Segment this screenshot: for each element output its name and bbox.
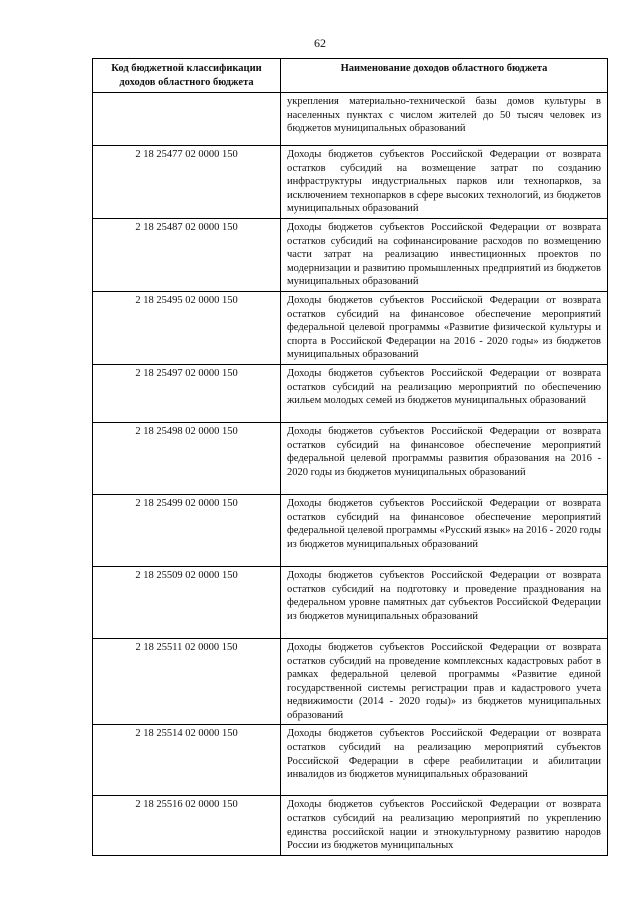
row-name: Доходы бюджетов субъектов Российской Федерации от возврата остатков субсидий на финансовое обеспечение мероприятий федеральной целевой программы развития образования на 2016 - 2020 годы из бюджетов муниципальных образований <box>281 422 608 494</box>
table-row <box>93 566 608 638</box>
row-code: 2 18 25514 02 0000 150 <box>93 725 281 796</box>
row-code: 2 18 25495 02 0000 150 <box>93 291 281 364</box>
row-code: 2 18 25497 02 0000 150 <box>93 364 281 422</box>
table-header-row <box>93 59 608 93</box>
row-code: 2 18 25498 02 0000 150 <box>93 422 281 494</box>
row-name: укрепления материально-технической базы домов культуры в населенных пунктах с числом жителей до 50 тысяч человек из бюджетов муниципальных образований <box>281 93 608 146</box>
row-name: Доходы бюджетов субъектов Российской Федерации от возврата остатков субсидий на реализацию мероприятий по укреплению единства российской нации и этнокультурному развитию народов России из бюджетов муниципальных <box>281 796 608 856</box>
table-row <box>93 725 608 796</box>
row-name: Доходы бюджетов субъектов Российской Федерации от возврата остатков субсидий на реализацию мероприятий субъектов Российской Федерации в сфере реабилитации и абилитации инвалидов из бюджетов муниципальных образований <box>281 725 608 796</box>
row-code <box>93 93 281 146</box>
row-name: Доходы бюджетов субъектов Российской Федерации от возврата остатков субсидий на финансовое обеспечение мероприятий федеральной целевой программы «Развитие физической культуры и спорта в Российской Федерации на 2016 - 2020 годы» из бюджетов муниципальных образований <box>281 291 608 364</box>
table-row <box>93 796 608 856</box>
row-name: Доходы бюджетов субъектов Российской Федерации от возврата остатков субсидий на проведение комплексных кадастровых работ в рамках федеральной целевой программы «Развитие единой государственной системы регистрации прав и кадастрового учета недвижимости (2014 - 2020 годы)» из бюджетов муниципальных образований <box>281 638 608 725</box>
table-row <box>93 422 608 494</box>
row-name: Доходы бюджетов субъектов Российской Федерации от возврата остатков субсидий на подготовку и проведение празднования на федеральном уровне памятных дат субъектов Российской Федерации из бюджетов муниципальных образований <box>281 566 608 638</box>
table-row <box>93 494 608 566</box>
budget-classification-table <box>92 58 608 856</box>
table-row <box>93 364 608 422</box>
row-name: Доходы бюджетов субъектов Российской Федерации от возврата остатков субсидий на софинансирование расходов по возмещению части затрат на реализацию инвестиционных проектов по модернизации и развитию промышленных предприятий из бюджетов муниципальных образований <box>281 218 608 291</box>
table-row <box>93 93 608 146</box>
table-row <box>93 218 608 291</box>
row-name: Доходы бюджетов субъектов Российской Федерации от возврата остатков субсидий на реализацию мероприятий по обеспечению жильем молодых семей из бюджетов муниципальных образований <box>281 364 608 422</box>
table-row <box>93 291 608 364</box>
row-code: 2 18 25509 02 0000 150 <box>93 566 281 638</box>
row-code: 2 18 25516 02 0000 150 <box>93 796 281 856</box>
row-name: Доходы бюджетов субъектов Российской Федерации от возврата остатков субсидий на финансовое обеспечение мероприятий федеральной целевой программы «Русский язык» на 2016 - 2020 годы из бюджетов муниципальных образований <box>281 494 608 566</box>
row-code: 2 18 25499 02 0000 150 <box>93 494 281 566</box>
row-code: 2 18 25511 02 0000 150 <box>93 638 281 725</box>
table-row <box>93 146 608 219</box>
header-code: Код бюджетной классификации доходов областного бюджета <box>93 59 281 93</box>
row-name: Доходы бюджетов субъектов Российской Федерации от возврата остатков субсидий на возмещение затрат по созданию инфраструктуры индустриальных парков или технопарков, за исключением технопарков в сфере высоких технологий, из бюджетов муниципальных образований <box>281 146 608 219</box>
table-row <box>93 638 608 725</box>
row-code: 2 18 25487 02 0000 150 <box>93 218 281 291</box>
row-code: 2 18 25477 02 0000 150 <box>93 146 281 219</box>
header-name: Наименование доходов областного бюджета <box>281 59 608 93</box>
page-number: 62 <box>314 36 326 50</box>
